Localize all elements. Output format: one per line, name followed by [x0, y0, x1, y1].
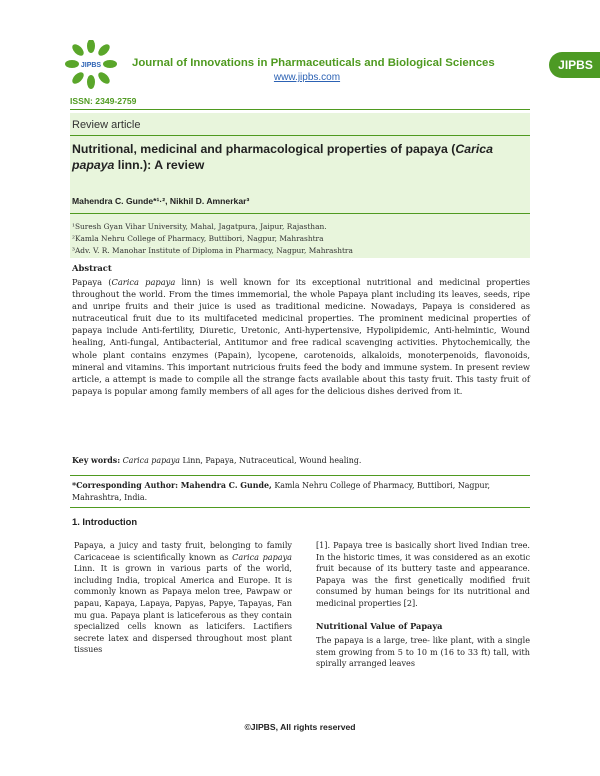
- journal-url[interactable]: www.jipbs.com: [273, 72, 341, 83]
- affiliation-3: ³Adv. V. R. Manohar Institute of Diploma in Pharmacy, Nagpur, Mahrashtra: [72, 246, 353, 255]
- article-type: Review article: [72, 119, 141, 131]
- affiliation-2: ²Kamla Nehru College of Pharmacy, Buttibori, Nagpur, Mahrashtra: [72, 234, 324, 243]
- header-rule: [70, 109, 530, 110]
- authors-rule: [70, 213, 530, 214]
- logo-text: JIPBS: [80, 62, 102, 69]
- article-title: Nutritional, medicinal and pharmacological properties of papaya (Carica papaya linn.): A review: [72, 142, 493, 172]
- corresponding-author: *Corresponding Author: Mahendra C. Gunde, Kamla Nehru College of Pharmacy, Buttibori, Nagpur, Mahrashtra, India.: [72, 481, 491, 502]
- keywords: Key words: Carica papaya Linn, Papaya, Nutraceutical, Wound healing.: [72, 456, 362, 465]
- issn: ISSN: 2349-2759: [70, 96, 137, 106]
- journal-logo: [62, 40, 120, 92]
- introduction-right-column: [1]. Papaya tree is basically short lived Indian tree. In the historic times, it was considered as an exotic fruit because of its buttery taste and appearance. Papaya was the first genetically modified fruit consumed by human beings for its nutritional and medicinal properties [2].: [316, 540, 530, 608]
- affiliation-1: ¹Suresh Gyan Vihar University, Mahal, Jagatpura, Jaipur, Rajasthan.: [72, 222, 327, 231]
- introduction-heading: 1. Introduction: [72, 516, 138, 527]
- corr-rule: [70, 507, 530, 508]
- jipbs-badge: JIPBS: [549, 52, 600, 78]
- nutritional-value-text: The papaya is a large, tree- like plant, with a single stem growing from 5 to 10 m (16 to 33 ft) tall, with spirally arranged leaves: [316, 635, 530, 669]
- journal-title: Journal of Innovations in Pharmaceuticals and Biological Sciences: [132, 57, 495, 69]
- abstract-text: Papaya (Carica papaya linn) is well known for its exceptional nutritional and medicinal properties throughout the world. From the times immemorial, the whole Papaya plant including its leaves, seeds, ripe and unripe fruits and their juice is used as traditional medicine. Nowadays, Papaya is considered as nutraceutical fruit due to its multifaceted medicinal properties. The prominent medicinal properties of papaya include Anti-fertility, Diuretic, Uretonic, Anti-hypertensive, Hypolipidemic, Anti-helmintic, Wound healing, Anti-fungal, Antibacterial, Antitumor and free radical scavenging activities. Phytochemically, the whole plant contains enzymes (Papain), lycopene, carotenoids, alkaloids, monoterpenoids, flavonoids, mineral and vitamins. This important nutricious fruits feed the body and immune system. In present review article, a attempt is made to compile all the strange facts available about this tasty fruit. This tasty fruit of papaya is popular among family members of all ages for the delicious dishes derived from it.: [72, 277, 530, 396]
- type-rule: [70, 135, 530, 136]
- copyright-footer: ©JIPBS, All rights reserved: [244, 722, 356, 732]
- nutritional-value-heading: Nutritional Value of Papaya: [316, 621, 443, 631]
- keywords-rule: [70, 475, 530, 476]
- abstract-heading: Abstract: [72, 263, 112, 273]
- authors: Mahendra C. Gunde*¹·², Nikhil D. Amnerkar³: [72, 196, 250, 206]
- introduction-left-column: Papaya, a juicy and tasty fruit, belonging to family Caricaceae is scientifically known as Carica papaya Linn. It is grown in various parts of the world, including India, tropical America and Europe. It is commonly known as Papaya melon tree, Pawpaw or papau, Kapaya, Lapaya, Papyas, Papye, Tapayas, Fan mu gua. Papaya plant is laticeferous as they contain specialized cells known as laticifers. Lactifiers secrete latex and dispersed throughout most plant tissues: [74, 540, 292, 655]
